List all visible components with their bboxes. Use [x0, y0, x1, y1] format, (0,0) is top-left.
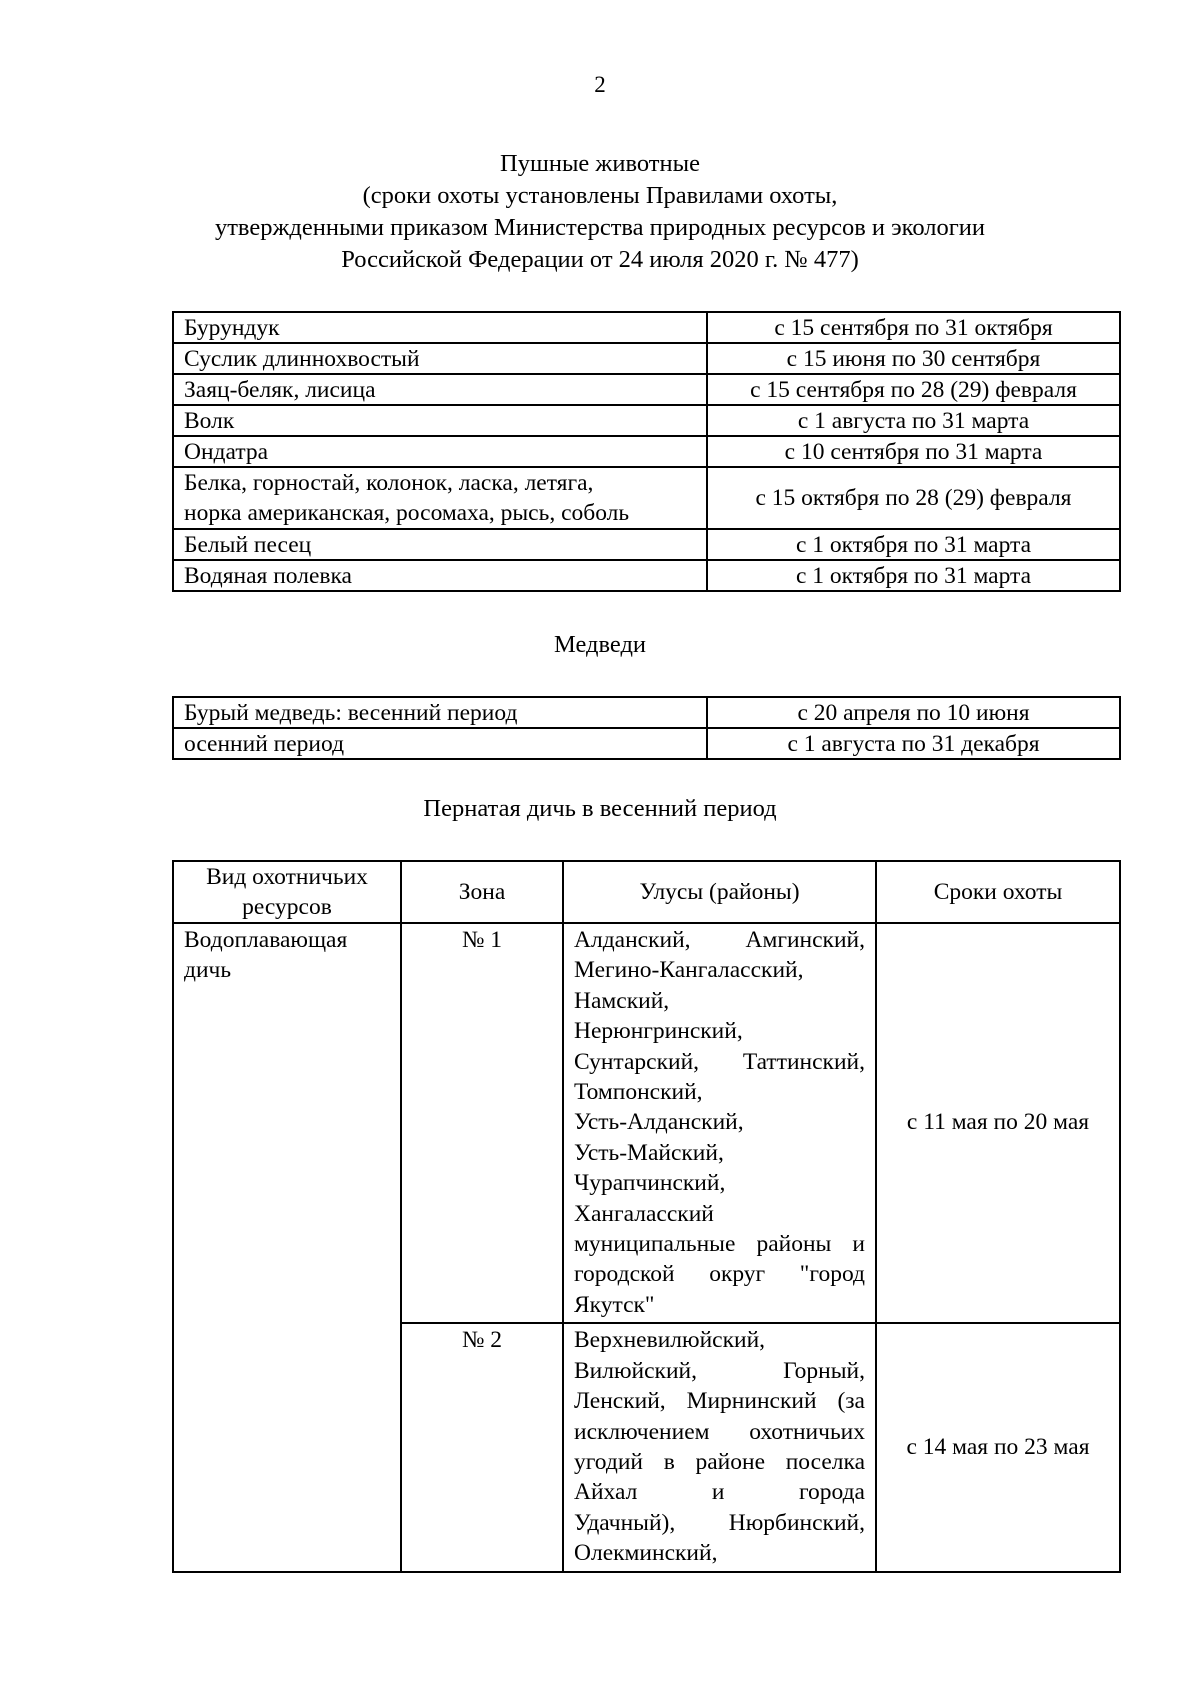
- table-row: [173, 697, 1120, 728]
- district-line: Нерюнгринский,: [574, 1018, 743, 1045]
- species-line: норка американская, росомаха, рысь, соболь: [184, 500, 630, 526]
- heading-line: (сроки охоты установлены Правилами охоты,: [362, 182, 838, 209]
- table-row: [173, 529, 1120, 560]
- column-header: Зона: [401, 861, 563, 923]
- table-row: [173, 467, 1120, 529]
- table-row: [173, 923, 1120, 1323]
- period-cell: с 20 апреля по 10 июня: [707, 697, 1120, 728]
- district-line: Сунтарский, Таттинский,: [574, 1048, 865, 1075]
- district-line: муниципальные районы и: [574, 1231, 865, 1258]
- period-cell: с 1 октября по 31 марта: [707, 560, 1120, 591]
- district-line: Томпонский,: [574, 1079, 703, 1106]
- species-cell: Суслик длиннохвостый: [173, 343, 707, 374]
- species-cell: [173, 467, 707, 529]
- resource-cell: Водоплавающая дичь: [173, 923, 401, 1572]
- period-cell: с 10 сентября по 31 марта: [707, 436, 1120, 467]
- table-row: [173, 343, 1120, 374]
- species-cell: Ондатра: [173, 436, 707, 467]
- species-cell: Волк: [173, 405, 707, 436]
- district-line: Мегино-Кангаласский,: [574, 957, 804, 984]
- district-line: Айхал и города: [574, 1479, 865, 1506]
- table-row: [173, 436, 1120, 467]
- districts-cell: [563, 1323, 876, 1571]
- district-line: Верхневилюйский,: [574, 1327, 766, 1354]
- district-line: Усть-Майский,: [574, 1139, 724, 1166]
- species-cell: Бурый медведь: весенний период: [173, 697, 707, 728]
- zone-cell: № 2: [401, 1323, 563, 1571]
- period-cell: с 15 октября по 28 (29) февраля: [707, 467, 1120, 529]
- district-line: Якутск": [574, 1291, 655, 1318]
- fur-animals-table: [172, 311, 1121, 592]
- table-row: [173, 405, 1120, 436]
- period-cell: с 15 сентября по 28 (29) февраля: [707, 374, 1120, 405]
- bears-heading: Медведи: [553, 631, 647, 658]
- species-cell: Заяц-беляк, лисица: [173, 374, 707, 405]
- district-line: Удачный), Нюрбинский,: [574, 1509, 865, 1536]
- district-line: исключением охотничьих: [574, 1418, 865, 1445]
- district-line: Чурапчинский,: [574, 1170, 726, 1197]
- table-row: [173, 374, 1120, 405]
- column-header: Вид охотничьих ресурсов: [173, 861, 401, 923]
- period-cell: с 15 июня по 30 сентября: [707, 343, 1120, 374]
- species-cell: осенний период: [173, 728, 707, 759]
- species-cell: Белый песец: [173, 529, 707, 560]
- table-row: [173, 560, 1120, 591]
- species-line: Белка, горностай, колонок, ласка, летяга,: [184, 470, 594, 496]
- fur-animals-heading: [0, 148, 1200, 276]
- table-row: [173, 728, 1120, 759]
- heading-line: Пушные животные: [500, 150, 700, 177]
- district-line: угодий в районе поселка: [574, 1448, 865, 1475]
- birds-heading: Пернатая дичь в весенний период: [423, 795, 777, 822]
- table-header-row: [173, 861, 1120, 923]
- period-cell: с 11 мая по 20 мая: [876, 923, 1120, 1323]
- districts-cell: [563, 923, 876, 1323]
- birds-table: [172, 860, 1121, 1573]
- period-cell: с 15 сентября по 31 октября: [707, 312, 1120, 343]
- column-header: Улусы (районы): [563, 861, 876, 923]
- district-line: Усть-Алданский,: [574, 1109, 744, 1136]
- district-line: Олекминский,: [574, 1540, 718, 1567]
- column-header: Сроки охоты: [876, 861, 1120, 923]
- district-line: городской округ "город: [574, 1261, 865, 1288]
- district-line: Намский,: [574, 987, 670, 1014]
- period-cell: с 1 октября по 31 марта: [707, 529, 1120, 560]
- period-cell: с 1 августа по 31 марта: [707, 405, 1120, 436]
- period-cell: с 14 мая по 23 мая: [876, 1323, 1120, 1571]
- district-line: Хангаласский: [574, 1200, 714, 1227]
- period-cell: с 1 августа по 31 декабря: [707, 728, 1120, 759]
- bears-table: [172, 696, 1121, 760]
- species-cell: Бурундук: [173, 312, 707, 343]
- heading-line: утвержденными приказом Министерства природных ресурсов и экологии: [214, 214, 986, 241]
- zone-cell: № 1: [401, 923, 563, 1323]
- table-row: [173, 312, 1120, 343]
- district-line: Вилюйский, Горный,: [574, 1357, 865, 1384]
- district-line: Алданский, Амгинский,: [574, 927, 865, 953]
- heading-line: Российской Федерации от 24 июля 2020 г. № 477): [341, 246, 859, 273]
- district-line: Ленский, Мирнинский (за: [574, 1388, 865, 1415]
- species-cell: Водяная полевка: [173, 560, 707, 591]
- page-number: 2: [594, 72, 606, 97]
